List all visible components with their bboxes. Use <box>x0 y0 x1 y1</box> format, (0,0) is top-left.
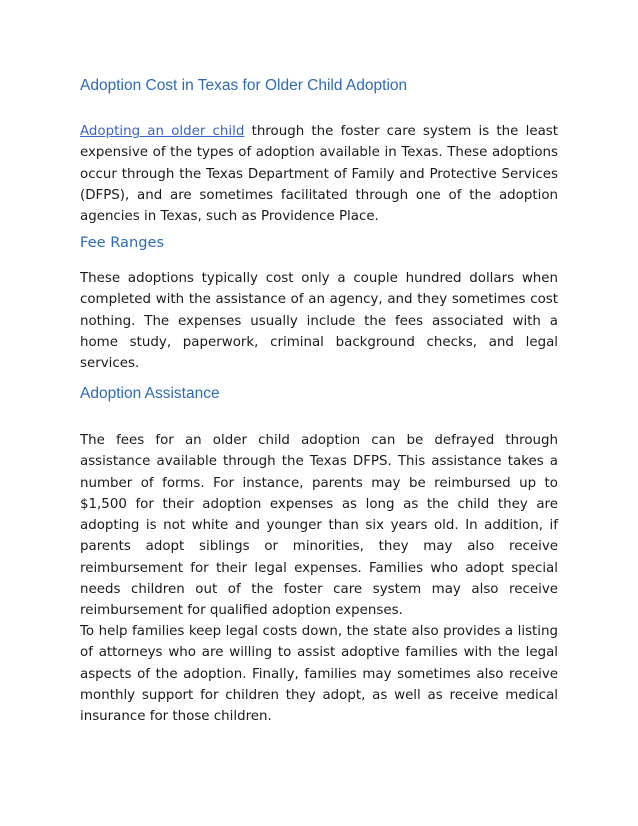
page-title: Adoption Cost in Texas for Older Child Adoption <box>80 77 408 94</box>
adoption-assistance-paragraph-2: To help families keep legal costs down, the state also provides a listing of attorneys who are willing to assist adoptive families with the legal aspects of the adoption. Finally, families may sometimes also receive monthly support for children they adopt, as well as receive medical insurance for those children. <box>80 624 558 725</box>
adoption-assistance-paragraph-1: The fees for an older child adoption can be defrayed through assistance available through the Texas DFPS. This assistance takes a number of forms. For instance, parents may be reimbursed up to $1,500 for their adoption expenses as long as the child they are adopting is not white and younger than six years old. In addition, if parents adopt siblings or minorities, they may also receive reimbursement for their legal expenses. Families who adopt special needs children out of the foster care system may also receive reimbursement for qualified adoption expenses. <box>80 433 558 619</box>
adoption-assistance-heading: Adoption Assistance <box>80 385 220 402</box>
fee-ranges-paragraph: These adoptions typically cost only a couple hundred dollars when completed with the assistance of an agency, and they sometimes cost nothing. The expenses usually include the fees associated with a home study, paperwork, criminal background checks, and legal services. <box>80 271 558 372</box>
intro-text: through the foster care system is the least expensive of the types of adoption available in Texas. These adoptions occur through the Texas Department of Family and Protective Services (DFPS), and are sometimes facilitated through one of the adoption agencies in Texas, such as Providence Place. <box>80 124 559 225</box>
fee-ranges-heading: Fee Ranges <box>80 234 165 251</box>
older-child-link[interactable]: Adopting an older child <box>80 124 245 139</box>
intro-paragraph <box>80 121 558 227</box>
